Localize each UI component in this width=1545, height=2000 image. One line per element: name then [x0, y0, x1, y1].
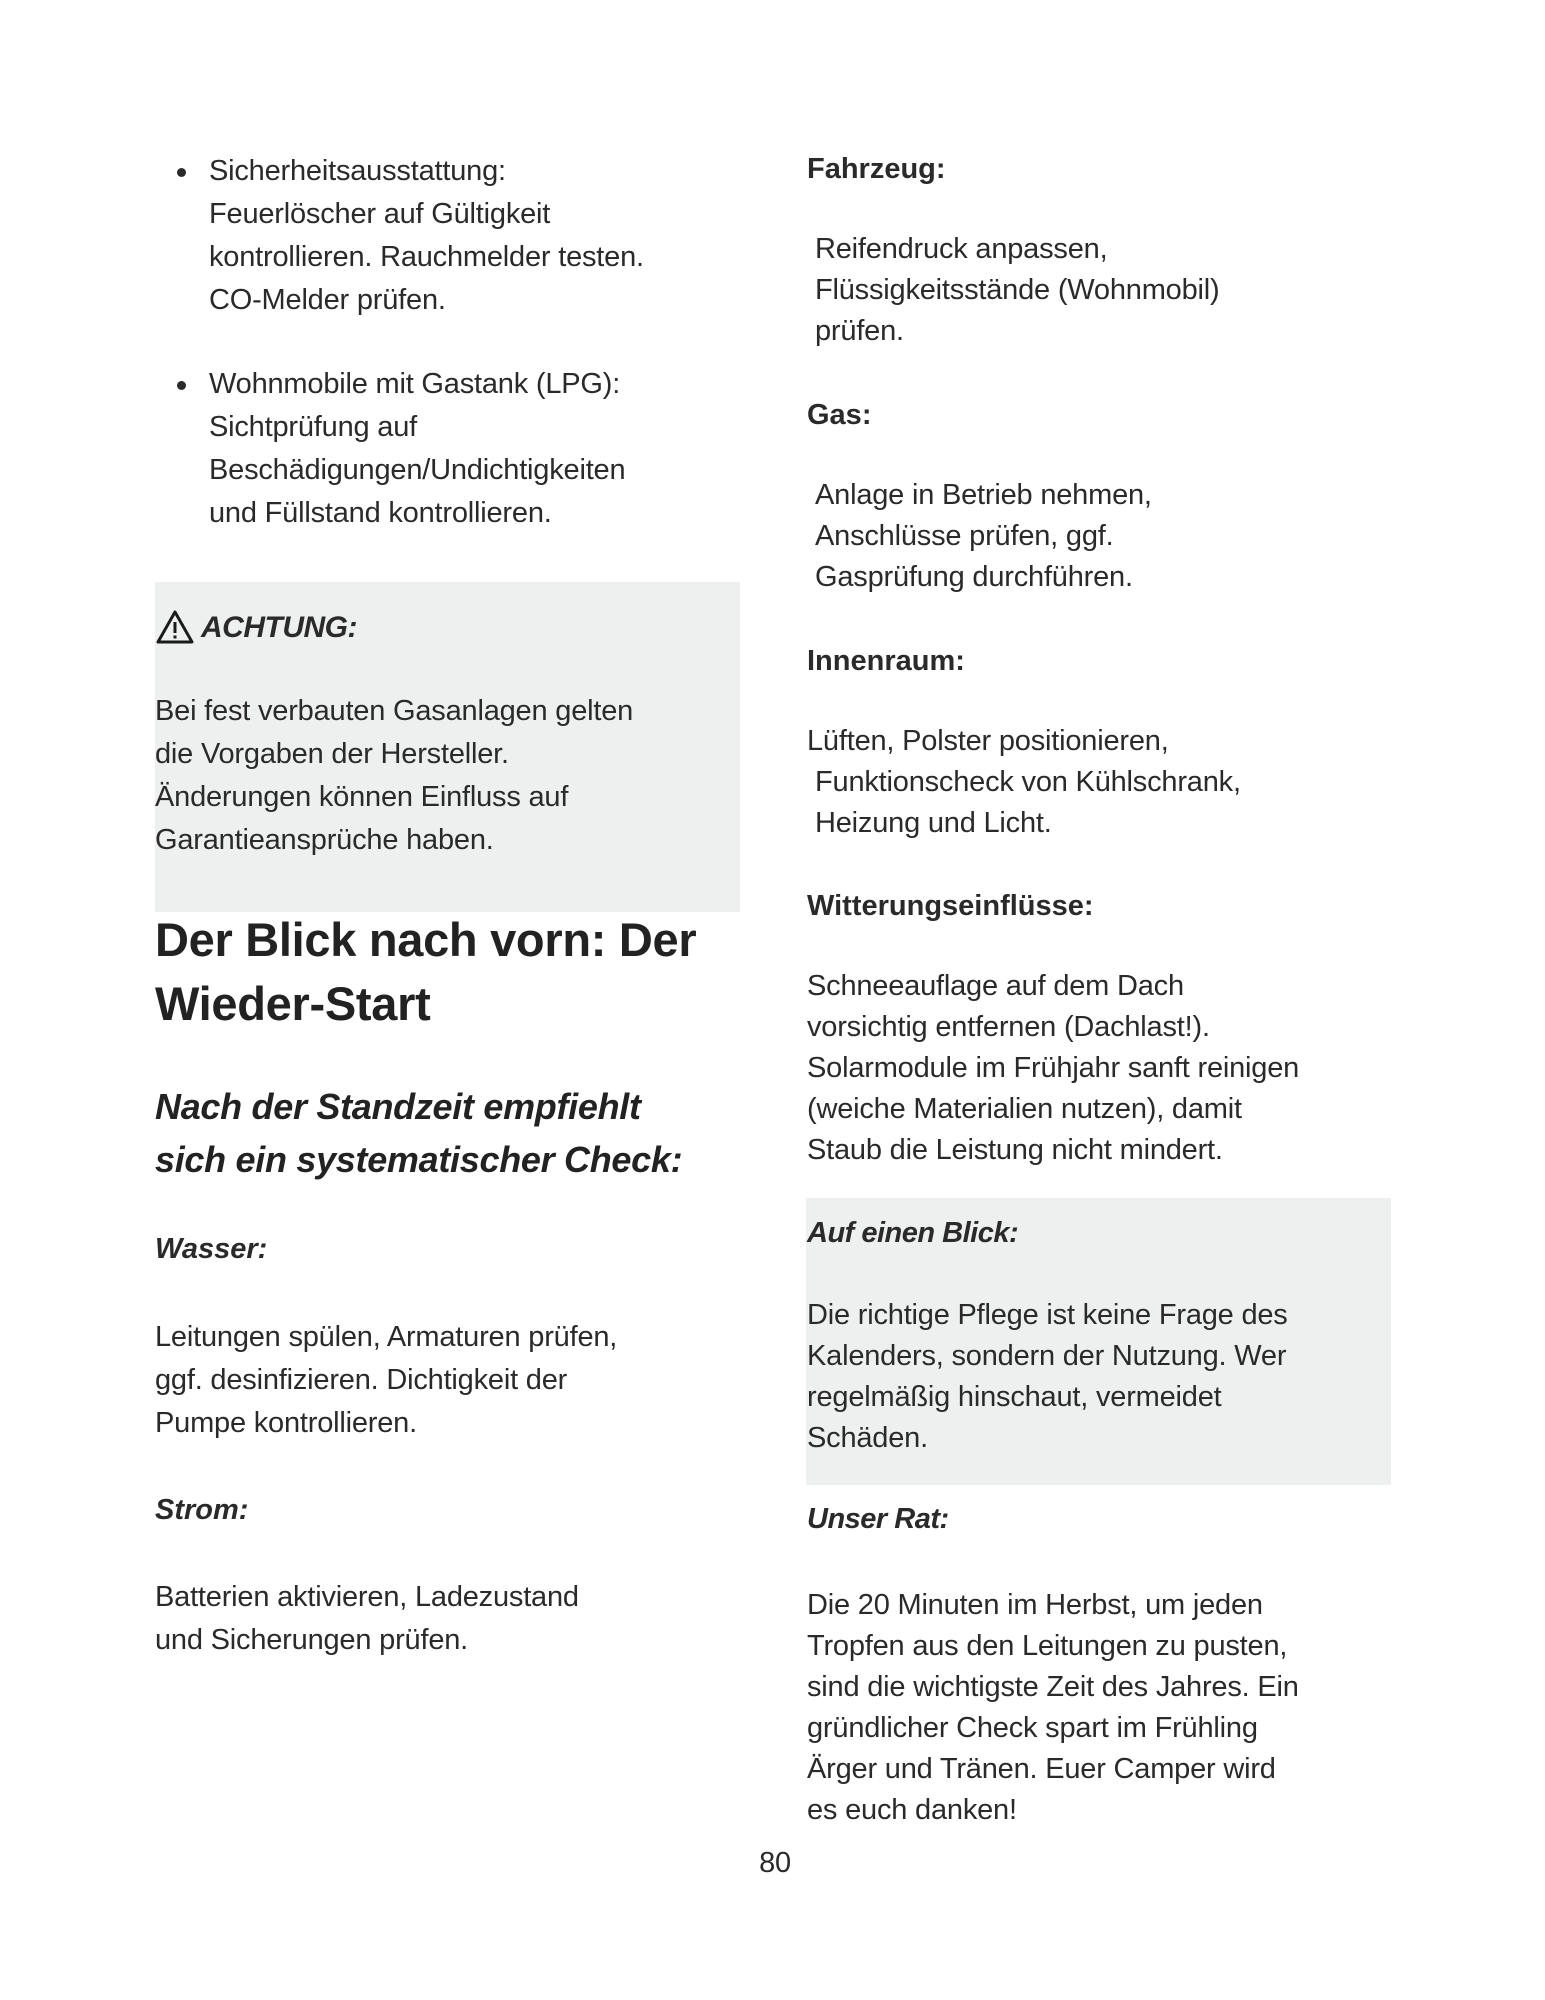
label-power: Strom:	[155, 1494, 249, 1526]
bullet-line: Sichtprüfung auf	[209, 411, 417, 443]
heading-line: Der Blick nach vorn: Der	[155, 913, 697, 966]
page-number: 80	[759, 1847, 791, 1879]
text-line: Schäden.	[807, 1422, 928, 1454]
text-line: Pumpe kontrollieren.	[155, 1407, 417, 1439]
warning-header	[155, 607, 357, 647]
subheading-line: Nach der Standzeit empfiehlt	[155, 1086, 641, 1127]
text-line: Gasprüfung durchführen.	[815, 561, 1133, 593]
heading-line: Wieder-Start	[155, 977, 431, 1030]
warning-line: Änderungen können Einfluss auf	[155, 781, 569, 813]
text-line: gründlicher Check spart im Frühling	[807, 1712, 1258, 1744]
text-line: Die 20 Minuten im Herbst, um jeden	[807, 1589, 1263, 1621]
text-line: Lüften, Polster positionieren,	[807, 725, 1169, 757]
text-gas	[815, 475, 1152, 598]
bullet-icon	[177, 168, 186, 177]
text-line: Heizung und Licht.	[815, 807, 1052, 839]
label-water: Wasser:	[155, 1233, 268, 1265]
text-line: Kalenders, sondern der Nutzung. Wer	[807, 1340, 1287, 1372]
text-line: und Sicherungen prüfen.	[155, 1624, 469, 1656]
bullet-item-safety	[209, 150, 644, 322]
text-line: Solarmodule im Frühjahr sanft reinigen	[807, 1052, 1300, 1084]
text-line: Die richtige Pflege ist keine Frage des	[807, 1299, 1288, 1331]
text-line: (weiche Materialien nutzen), damit	[807, 1093, 1242, 1125]
text-line: Schneeauflage auf dem Dach	[807, 970, 1184, 1002]
bullet-line: Sicherheitsausstattung:	[209, 155, 506, 187]
text-line: ggf. desinfizieren. Dichtigkeit der	[155, 1364, 568, 1396]
warning-triangle-icon	[155, 609, 195, 645]
text-line: Leitungen spülen, Armaturen prüfen,	[155, 1321, 618, 1353]
bullet-item-lpg	[209, 363, 625, 535]
summary-text	[807, 1295, 1288, 1459]
advice-text	[807, 1585, 1299, 1831]
warning-line: Bei fest verbauten Gasanlagen gelten	[155, 695, 634, 727]
label-gas: Gas:	[807, 399, 872, 431]
label-vehicle: Fahrzeug:	[807, 153, 946, 185]
text-line: Flüssigkeitsstände (Wohnmobil)	[815, 274, 1220, 306]
bullet-icon	[177, 381, 186, 390]
text-line: prüfen.	[815, 315, 904, 347]
section-heading	[155, 908, 696, 1036]
section-subheading	[155, 1080, 682, 1186]
bullet-line: Feuerlöscher auf Gültigkeit	[209, 198, 551, 230]
warning-title: ACHTUNG:	[201, 610, 357, 644]
bullet-line: Wohnmobile mit Gastank (LPG):	[209, 368, 621, 400]
text-line: Funktionscheck von Kühlschrank,	[815, 766, 1241, 798]
text-line: regelmäßig hinschaut, vermeidet	[807, 1381, 1222, 1413]
text-line: Tropfen aus den Leitungen zu pusten,	[807, 1630, 1288, 1662]
bullet-line: kontrollieren. Rauchmelder testen.	[209, 241, 644, 273]
subheading-line: sich ein systematischer Check:	[155, 1139, 683, 1180]
text-interior	[807, 721, 1241, 844]
label-weather: Witterungseinflüsse:	[807, 890, 1094, 922]
warning-line: Garantieansprüche haben.	[155, 824, 494, 856]
warning-text	[155, 690, 633, 862]
text-line: vorsichtig entfernen (Dachlast!).	[807, 1011, 1210, 1043]
advice-title: Unser Rat:	[807, 1503, 949, 1535]
text-line: sind die wichtigste Zeit des Jahres. Ein	[807, 1671, 1299, 1703]
text-line: es euch danken!	[807, 1794, 1017, 1826]
bullet-line: Beschädigungen/Undichtigkeiten	[209, 454, 626, 486]
text-line: Anschlüsse prüfen, ggf.	[815, 520, 1114, 552]
text-line: Anlage in Betrieb nehmen,	[815, 479, 1152, 511]
text-line: Reifendruck anpassen,	[815, 233, 1108, 265]
text-power	[155, 1576, 579, 1662]
bullet-line: CO-Melder prüfen.	[209, 284, 446, 316]
text-line: Ärger und Tränen. Euer Camper wird	[807, 1753, 1276, 1785]
warning-line: die Vorgaben der Hersteller.	[155, 738, 509, 770]
text-water	[155, 1316, 617, 1445]
text-line: Batterien aktivieren, Ladezustand	[155, 1581, 579, 1613]
text-line: Staub die Leistung nicht mindert.	[807, 1134, 1223, 1166]
text-vehicle	[815, 229, 1219, 352]
summary-title: Auf einen Blick:	[807, 1217, 1019, 1249]
bullet-line: und Füllstand kontrollieren.	[209, 497, 552, 529]
text-weather	[807, 966, 1299, 1171]
label-interior: Innenraum:	[807, 645, 965, 677]
